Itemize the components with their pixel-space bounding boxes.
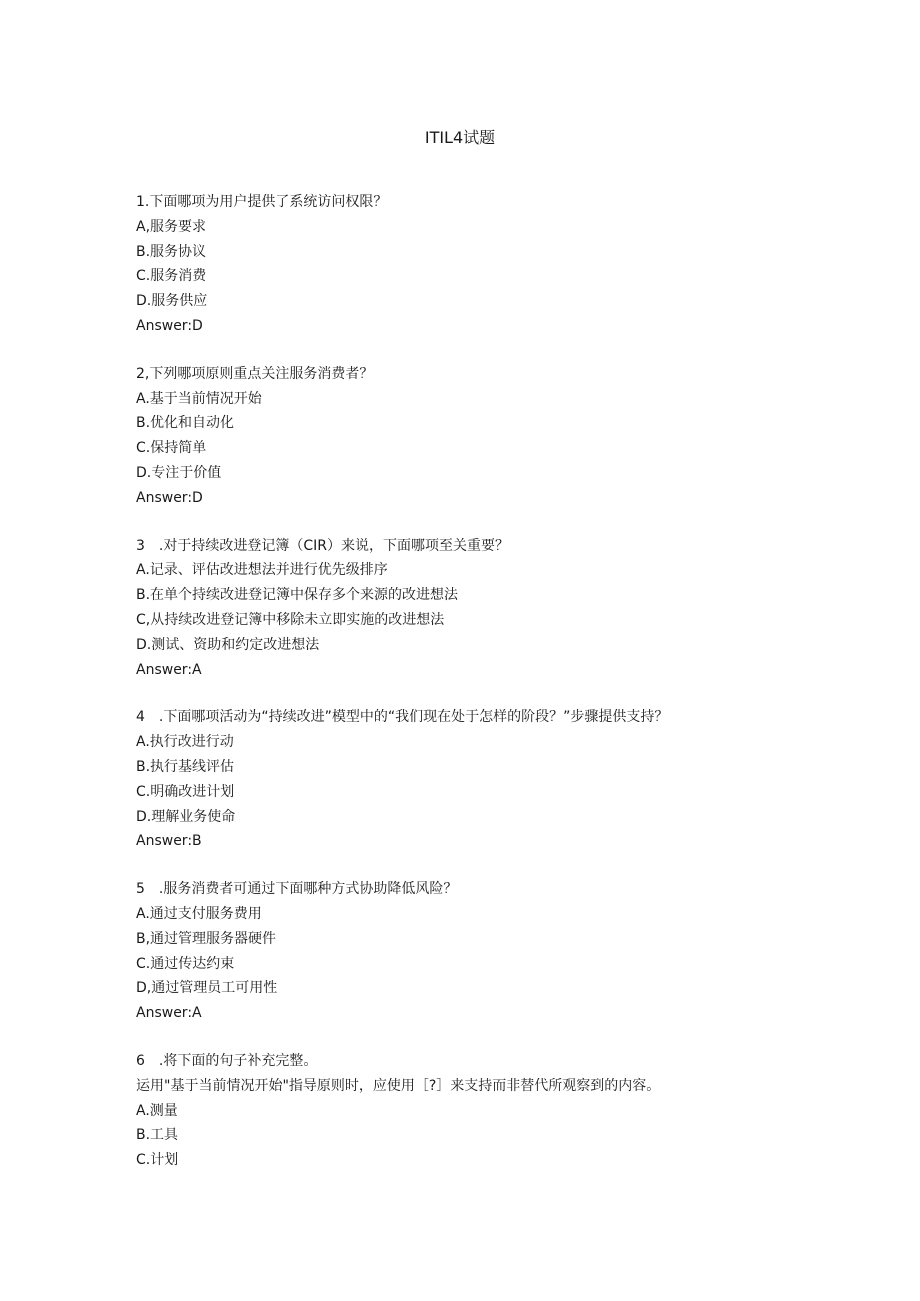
- option-c: C.明确改进计划: [136, 783, 235, 800]
- question-2: [136, 362, 876, 511]
- question-4: [136, 705, 876, 854]
- question-number: 3: [136, 537, 145, 554]
- option-a: A.测量: [136, 1102, 178, 1119]
- answer: Answer:B: [136, 833, 202, 850]
- option-a: A,服务要求: [136, 218, 207, 235]
- question-number: 5: [136, 881, 145, 898]
- question-line: [136, 1049, 876, 1074]
- question-line: [136, 877, 876, 902]
- option-c: C.通过传达约束: [136, 955, 235, 972]
- question-text: .服务消费者可通过下面哪种方式协助降低风险？: [158, 881, 458, 898]
- question-statement: 运用"基于当前情况开始"指导原则时，应使用［?］来支持而非替代所观察到的内容。: [136, 1077, 661, 1094]
- option-b: B.工具: [136, 1127, 179, 1144]
- answer: Answer:A: [136, 661, 202, 678]
- answer: Answer:D: [136, 489, 203, 506]
- option-d: D.测试、资助和约定改进想法: [136, 636, 320, 653]
- question-text: .对于持续改进登记簿（CIR）来说，下面哪项至关重要？: [158, 537, 510, 554]
- option-a: A.通过支付服务费用: [136, 905, 262, 922]
- option-d: D.理解业务使命: [136, 808, 236, 825]
- option-c: C.保持简单: [136, 440, 207, 457]
- document-title: ITIL4试题: [424, 128, 496, 147]
- question-5: [136, 877, 876, 1026]
- option-c: C.计划: [136, 1152, 179, 1169]
- option-b: B,通过管理服务器硬件: [136, 930, 277, 947]
- question-number: 4: [136, 709, 145, 726]
- option-b: B.优化和自动化: [136, 415, 235, 432]
- question-1: [136, 190, 876, 339]
- question-text: 1.下面哪项为用户提供了系统访问权限？: [136, 194, 388, 210]
- option-b: B.服务协议: [136, 243, 207, 260]
- option-c: C.服务消费: [136, 268, 207, 285]
- answer: Answer:A: [136, 1005, 202, 1022]
- option-a: A.执行改进行动: [136, 734, 234, 751]
- option-b: B.执行基线评估: [136, 758, 235, 775]
- question-text: .下面哪项活动为“持续改进”模型中的“我们现在处于怎样的阶段？”步骤提供支持？: [158, 709, 669, 726]
- question-3: [136, 534, 876, 683]
- option-a: A.基于当前情况开始: [136, 390, 262, 407]
- option-c: C,从持续改进登记簿中移除未立即实施的改进想法: [136, 611, 445, 628]
- answer: Answer:D: [136, 317, 203, 334]
- option-b: B.在单个持续改进登记簿中保存多个来源的改进想法: [136, 587, 459, 604]
- question-number: 6: [136, 1052, 145, 1069]
- question-6: [136, 1049, 876, 1173]
- option-a: A.记录、评估改进想法并进行优先级排序: [136, 562, 388, 579]
- option-d: D.专注于价值: [136, 464, 222, 481]
- question-line: [136, 705, 876, 730]
- question-line: [136, 534, 876, 559]
- question-list: [136, 190, 876, 1196]
- option-d: D,通过管理员工可用性: [136, 980, 278, 997]
- question-text: .将下面的句子补充完整。: [158, 1052, 318, 1069]
- question-text: 2,下列哪项原则重点关注服务消费者？: [136, 365, 374, 382]
- option-d: D.服务供应: [136, 293, 208, 310]
